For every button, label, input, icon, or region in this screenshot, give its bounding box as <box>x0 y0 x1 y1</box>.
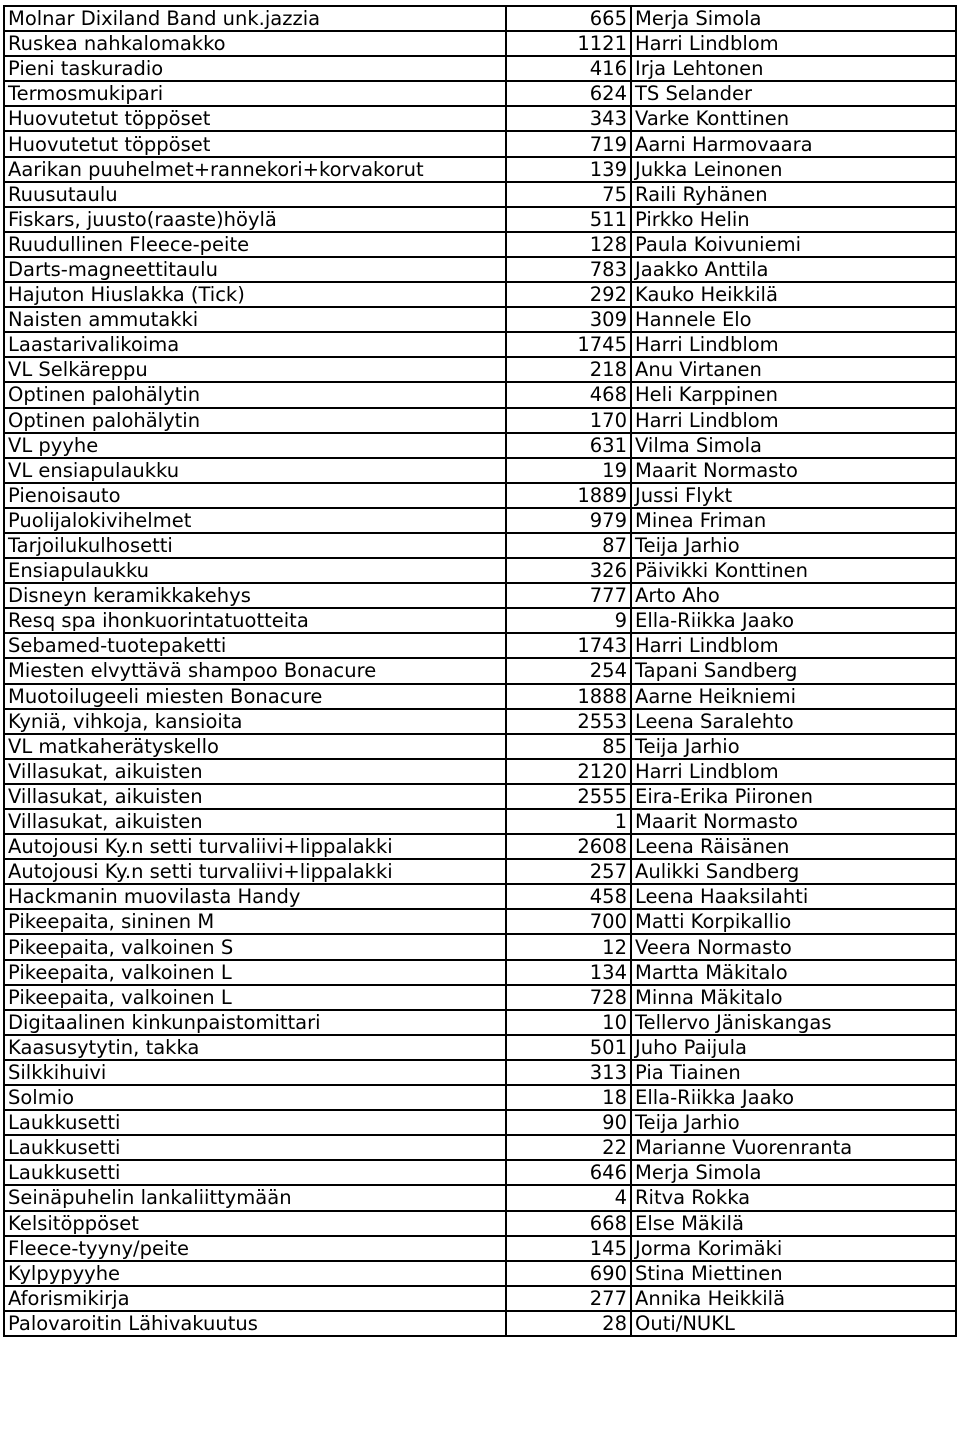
item-cell: Optinen palohälytin <box>4 382 506 407</box>
name-cell: Hannele Elo <box>631 307 956 332</box>
table-row <box>4 357 956 382</box>
number-cell: 783 <box>506 257 631 282</box>
number-cell: 1 <box>506 809 631 834</box>
item-cell: Aarikan puuhelmet+rannekori+korvakorut <box>4 157 506 182</box>
name-cell: Stina Miettinen <box>631 1261 956 1286</box>
name-cell: Leena Haaksilahti <box>631 884 956 909</box>
item-cell: Resq spa ihonkuorintatuotteita <box>4 608 506 633</box>
item-cell: VL matkaherätyskello <box>4 734 506 759</box>
name-cell: Teija Jarhio <box>631 1110 956 1135</box>
table-row <box>4 282 956 307</box>
item-cell: Solmio <box>4 1085 506 1110</box>
table-row <box>4 1185 956 1210</box>
table-row <box>4 709 956 734</box>
item-cell: Fiskars, juusto(raaste)höylä <box>4 207 506 232</box>
name-cell: Teija Jarhio <box>631 533 956 558</box>
table-row <box>4 232 956 257</box>
name-cell: Merja Simola <box>631 6 956 31</box>
table-row <box>4 834 956 859</box>
name-cell: Aarni Harmovaara <box>631 131 956 156</box>
number-cell: 2553 <box>506 709 631 734</box>
item-cell: VL pyyhe <box>4 433 506 458</box>
number-cell: 1888 <box>506 684 631 709</box>
number-cell: 416 <box>506 56 631 81</box>
number-cell: 624 <box>506 81 631 106</box>
number-cell: 668 <box>506 1211 631 1236</box>
table-row <box>4 131 956 156</box>
item-cell: Autojousi Ky.n setti turvaliivi+lippalakki <box>4 859 506 884</box>
table-row <box>4 1010 956 1035</box>
table-row <box>4 759 956 784</box>
name-cell: Varke Konttinen <box>631 106 956 131</box>
name-cell: Leena Räisänen <box>631 834 956 859</box>
item-cell: Seinäpuhelin lankaliittymään <box>4 1185 506 1210</box>
number-cell: 690 <box>506 1261 631 1286</box>
item-cell: VL ensiapulaukku <box>4 458 506 483</box>
item-cell: Huovutetut töppöset <box>4 106 506 131</box>
table-row <box>4 31 956 56</box>
table-row <box>4 207 956 232</box>
name-cell: Heli Karppinen <box>631 382 956 407</box>
table-row <box>4 6 956 31</box>
name-cell: Juho Paijula <box>631 1035 956 1060</box>
item-cell: Tarjoilukulhosetti <box>4 533 506 558</box>
table-row <box>4 483 956 508</box>
table-row <box>4 558 956 583</box>
number-cell: 700 <box>506 909 631 934</box>
item-cell: Sebamed-tuotepaketti <box>4 633 506 658</box>
table-row <box>4 533 956 558</box>
number-cell: 134 <box>506 960 631 985</box>
number-cell: 139 <box>506 157 631 182</box>
item-cell: Kylpypyyhe <box>4 1261 506 1286</box>
name-cell: Harri Lindblom <box>631 633 956 658</box>
number-cell: 1745 <box>506 332 631 357</box>
table-row <box>4 433 956 458</box>
item-cell: Laastarivalikoima <box>4 332 506 357</box>
table-row <box>4 1060 956 1085</box>
name-cell: TS Selander <box>631 81 956 106</box>
name-cell: Ritva Rokka <box>631 1185 956 1210</box>
item-cell: Pikeepaita, valkoinen L <box>4 960 506 985</box>
number-cell: 2608 <box>506 834 631 859</box>
name-cell: Harri Lindblom <box>631 759 956 784</box>
item-cell: Digitaalinen kinkunpaistomittari <box>4 1010 506 1035</box>
number-cell: 128 <box>506 232 631 257</box>
item-cell: Ruudullinen Fleece-peite <box>4 232 506 257</box>
table-row <box>4 257 956 282</box>
name-cell: Harri Lindblom <box>631 408 956 433</box>
table-row <box>4 1135 956 1160</box>
name-cell: Leena Saralehto <box>631 709 956 734</box>
name-cell: Outi/NUKL <box>631 1311 956 1336</box>
item-cell: Optinen palohälytin <box>4 408 506 433</box>
table-row <box>4 1085 956 1110</box>
number-cell: 4 <box>506 1185 631 1210</box>
table-row <box>4 182 956 207</box>
name-cell: Ella-Riikka Jaako <box>631 1085 956 1110</box>
item-cell: Miesten elvyttävä shampoo Bonacure <box>4 658 506 683</box>
table-row <box>4 684 956 709</box>
table-row <box>4 859 956 884</box>
item-cell: Villasukat, aikuisten <box>4 759 506 784</box>
table-row <box>4 458 956 483</box>
number-cell: 292 <box>506 282 631 307</box>
name-cell: Jussi Flykt <box>631 483 956 508</box>
name-cell: Matti Korpikallio <box>631 909 956 934</box>
table-row <box>4 106 956 131</box>
item-cell: Naisten ammutakki <box>4 307 506 332</box>
name-cell: Kauko Heikkilä <box>631 282 956 307</box>
item-cell: Disneyn keramikkakehys <box>4 583 506 608</box>
table-row <box>4 157 956 182</box>
item-cell: Silkkihuivi <box>4 1060 506 1085</box>
number-cell: 631 <box>506 433 631 458</box>
name-cell: Irja Lehtonen <box>631 56 956 81</box>
name-cell: Jukka Leinonen <box>631 157 956 182</box>
number-cell: 2555 <box>506 784 631 809</box>
number-cell: 979 <box>506 508 631 533</box>
name-cell: Veera Normasto <box>631 934 956 959</box>
table-row <box>4 784 956 809</box>
item-cell: Laukkusetti <box>4 1135 506 1160</box>
name-cell: Jorma Korimäki <box>631 1236 956 1261</box>
number-cell: 468 <box>506 382 631 407</box>
name-cell: Raili Ryhänen <box>631 182 956 207</box>
name-cell: Eira-Erika Piironen <box>631 784 956 809</box>
item-cell: Pikeepaita, valkoinen S <box>4 934 506 959</box>
item-cell: Palovaroitin Lähivakuutus <box>4 1311 506 1336</box>
name-cell: Merja Simola <box>631 1160 956 1185</box>
number-cell: 2120 <box>506 759 631 784</box>
number-cell: 9 <box>506 608 631 633</box>
prize-table-body <box>4 6 956 1336</box>
table-row <box>4 408 956 433</box>
item-cell: Muotoilugeeli miesten Bonacure <box>4 684 506 709</box>
item-cell: Autojousi Ky.n setti turvaliivi+lippalakki <box>4 834 506 859</box>
number-cell: 12 <box>506 934 631 959</box>
item-cell: Pikeepaita, sininen M <box>4 909 506 934</box>
number-cell: 343 <box>506 106 631 131</box>
number-cell: 28 <box>506 1311 631 1336</box>
item-cell: VL Selkäreppu <box>4 357 506 382</box>
name-cell: Else Mäkilä <box>631 1211 956 1236</box>
item-cell: Darts-magneettitaulu <box>4 257 506 282</box>
table-row <box>4 909 956 934</box>
table-row <box>4 1160 956 1185</box>
number-cell: 19 <box>506 458 631 483</box>
table-row <box>4 1286 956 1311</box>
table-row <box>4 1110 956 1135</box>
table-row <box>4 1211 956 1236</box>
name-cell: Aarne Heikniemi <box>631 684 956 709</box>
number-cell: 777 <box>506 583 631 608</box>
number-cell: 501 <box>506 1035 631 1060</box>
number-cell: 1743 <box>506 633 631 658</box>
table-row <box>4 809 956 834</box>
number-cell: 728 <box>506 985 631 1010</box>
table-row <box>4 332 956 357</box>
table-row <box>4 56 956 81</box>
item-cell: Aforismikirja <box>4 1286 506 1311</box>
table-row <box>4 1311 956 1336</box>
name-cell: Tellervo Jäniskangas <box>631 1010 956 1035</box>
number-cell: 458 <box>506 884 631 909</box>
number-cell: 145 <box>506 1236 631 1261</box>
number-cell: 1121 <box>506 31 631 56</box>
item-cell: Laukkusetti <box>4 1160 506 1185</box>
name-cell: Ella-Riikka Jaako <box>631 608 956 633</box>
table-row <box>4 884 956 909</box>
name-cell: Minea Friman <box>631 508 956 533</box>
name-cell: Harri Lindblom <box>631 332 956 357</box>
name-cell: Annika Heikkilä <box>631 1286 956 1311</box>
name-cell: Pirkko Helin <box>631 207 956 232</box>
number-cell: 665 <box>506 6 631 31</box>
number-cell: 1889 <box>506 483 631 508</box>
number-cell: 719 <box>506 131 631 156</box>
number-cell: 18 <box>506 1085 631 1110</box>
table-row <box>4 1236 956 1261</box>
name-cell: Marianne Vuorenranta <box>631 1135 956 1160</box>
number-cell: 85 <box>506 734 631 759</box>
table-row <box>4 382 956 407</box>
name-cell: Aulikki Sandberg <box>631 859 956 884</box>
number-cell: 257 <box>506 859 631 884</box>
item-cell: Kaasusytytin, takka <box>4 1035 506 1060</box>
table-row <box>4 934 956 959</box>
number-cell: 75 <box>506 182 631 207</box>
table-row <box>4 81 956 106</box>
table-row <box>4 985 956 1010</box>
name-cell: Martta Mäkitalo <box>631 960 956 985</box>
number-cell: 277 <box>506 1286 631 1311</box>
item-cell: Villasukat, aikuisten <box>4 809 506 834</box>
name-cell: Maarit Normasto <box>631 458 956 483</box>
name-cell: Jaakko Anttila <box>631 257 956 282</box>
name-cell: Paula Koivuniemi <box>631 232 956 257</box>
item-cell: Pieni taskuradio <box>4 56 506 81</box>
name-cell: Pia Tiainen <box>631 1060 956 1085</box>
name-cell: Arto Aho <box>631 583 956 608</box>
item-cell: Puolijalokivihelmet <box>4 508 506 533</box>
number-cell: 218 <box>506 357 631 382</box>
table-row <box>4 960 956 985</box>
table-row <box>4 633 956 658</box>
number-cell: 511 <box>506 207 631 232</box>
name-cell: Päivikki Konttinen <box>631 558 956 583</box>
number-cell: 22 <box>506 1135 631 1160</box>
number-cell: 254 <box>506 658 631 683</box>
table-row <box>4 583 956 608</box>
item-cell: Hackmanin muovilasta Handy <box>4 884 506 909</box>
name-cell: Vilma Simola <box>631 433 956 458</box>
item-cell: Ruusutaulu <box>4 182 506 207</box>
item-cell: Fleece-tyyny/peite <box>4 1236 506 1261</box>
name-cell: Teija Jarhio <box>631 734 956 759</box>
number-cell: 326 <box>506 558 631 583</box>
item-cell: Kyniä, vihkoja, kansioita <box>4 709 506 734</box>
item-cell: Termosmukipari <box>4 81 506 106</box>
table-row <box>4 307 956 332</box>
number-cell: 10 <box>506 1010 631 1035</box>
name-cell: Minna Mäkitalo <box>631 985 956 1010</box>
item-cell: Pikeepaita, valkoinen L <box>4 985 506 1010</box>
item-cell: Laukkusetti <box>4 1110 506 1135</box>
table-row <box>4 734 956 759</box>
name-cell: Maarit Normasto <box>631 809 956 834</box>
name-cell: Harri Lindblom <box>631 31 956 56</box>
table-row <box>4 508 956 533</box>
item-cell: Huovutetut töppöset <box>4 131 506 156</box>
item-cell: Pienoisauto <box>4 483 506 508</box>
name-cell: Tapani Sandberg <box>631 658 956 683</box>
item-cell: Villasukat, aikuisten <box>4 784 506 809</box>
prize-table <box>3 5 957 1337</box>
number-cell: 309 <box>506 307 631 332</box>
item-cell: Molnar Dixiland Band unk.jazzia <box>4 6 506 31</box>
number-cell: 87 <box>506 533 631 558</box>
item-cell: Ensiapulaukku <box>4 558 506 583</box>
table-row <box>4 608 956 633</box>
number-cell: 170 <box>506 408 631 433</box>
table-row <box>4 1035 956 1060</box>
item-cell: Ruskea nahkalomakko <box>4 31 506 56</box>
number-cell: 646 <box>506 1160 631 1185</box>
number-cell: 90 <box>506 1110 631 1135</box>
table-row <box>4 1261 956 1286</box>
item-cell: Hajuton Hiuslakka (Tick) <box>4 282 506 307</box>
item-cell: Kelsitöppöset <box>4 1211 506 1236</box>
table-row <box>4 658 956 683</box>
number-cell: 313 <box>506 1060 631 1085</box>
name-cell: Anu Virtanen <box>631 357 956 382</box>
